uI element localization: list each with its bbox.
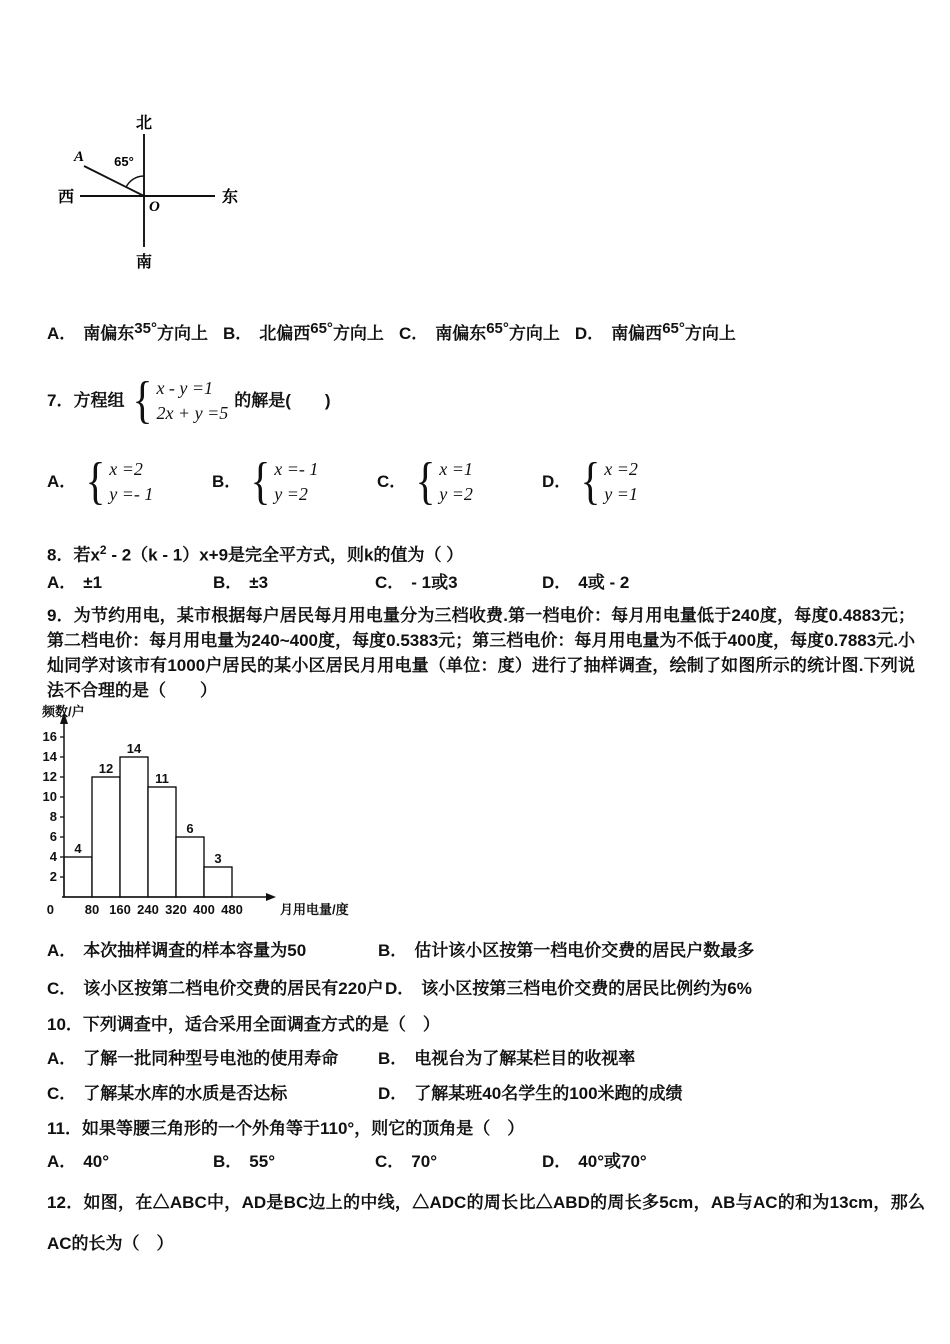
histogram-bar — [204, 867, 232, 897]
x-tick-label: 80 — [84, 902, 100, 917]
x-axis-arrow — [266, 893, 276, 901]
option-text: 55° — [249, 1152, 275, 1171]
bar-value-label: 11 — [155, 771, 169, 786]
exponent: 2 — [99, 543, 107, 557]
option-text: 方向上 — [508, 324, 560, 343]
question-12-stem: 12．如图，在△ABC中，AD是BC边上的中线，△ADC的周长比△ABD的周长多5cm，AB与AC的和为13cm，那么AC的长为（ ） — [47, 1193, 925, 1253]
system-brace: { — [132, 372, 153, 429]
equation-2: 2x + y =5 — [156, 403, 229, 423]
option-text: 本次抽样调查的样本容量为50 — [83, 941, 307, 960]
option-text: 该小区按第二档电价交费的居民有220户 — [83, 979, 384, 998]
option-text: 40° — [83, 1152, 109, 1171]
option-letter: B． — [213, 573, 243, 592]
system-brace: { — [250, 453, 271, 510]
system-equations — [156, 376, 228, 426]
option-b — [378, 1048, 635, 1070]
x-tick-label: 400 — [193, 902, 215, 917]
system-brace: { — [415, 453, 436, 510]
option-b — [378, 940, 754, 962]
option-text: 该小区按第三档电价交费的居民比例约为6% — [421, 979, 752, 998]
degree-superscript: 35° — [134, 320, 157, 337]
option-text: 南偏东 — [435, 324, 487, 343]
option-d — [385, 978, 752, 1000]
option-letter: A． — [47, 472, 77, 491]
y-tick-label: 12 — [42, 769, 57, 784]
option-letter: D． — [542, 573, 572, 592]
option-c — [399, 318, 560, 345]
equation-1: x =1 — [439, 459, 473, 479]
option-d — [542, 453, 638, 510]
option-text: 方向上 — [156, 324, 208, 343]
option-text: 4或 - 2 — [578, 573, 630, 592]
question-text: 的解是( ) — [234, 391, 331, 410]
question-text: - 2（k - 1）x+9是完全平方式，则k的值为（ ） — [106, 545, 464, 565]
compass-east-label: 东 — [222, 189, 239, 206]
origin-label: 0 — [46, 902, 54, 917]
option-letter: D． — [542, 472, 572, 491]
x-tick-label: 480 — [221, 902, 243, 917]
option-d — [378, 1083, 683, 1105]
y-tick-label: 4 — [49, 849, 57, 864]
option-letter: C． — [398, 324, 429, 343]
bar-value-label: 12 — [98, 761, 114, 776]
compass-figure — [52, 108, 262, 284]
option-a — [47, 1048, 338, 1070]
histogram-bar — [64, 857, 92, 897]
equation-1: x =- 1 — [274, 459, 319, 479]
point-a-label: A — [73, 149, 85, 165]
option-b — [213, 572, 268, 594]
option-text: 方向上 — [332, 324, 384, 343]
option-letter: C． — [375, 1152, 405, 1171]
equation-2: y =- 1 — [109, 484, 154, 504]
equation-1: x =2 — [109, 459, 143, 479]
option-c — [377, 453, 473, 510]
question-7-stem — [47, 372, 331, 429]
y-tick-label: 16 — [42, 729, 57, 744]
option-text: 40°或70° — [578, 1152, 647, 1171]
angle-value-label: 65° — [114, 154, 134, 169]
system-brace: { — [85, 453, 106, 510]
option-d — [575, 318, 736, 345]
y-axis-title: 频数/户 — [42, 704, 85, 719]
option-b — [223, 318, 384, 345]
option-text: 了解某水库的水质是否达标 — [83, 1084, 288, 1103]
equation-1: x =2 — [604, 459, 638, 479]
option-text: ±1 — [83, 573, 103, 592]
option-text: 北偏西 — [259, 324, 311, 343]
y-tick-label: 10 — [42, 789, 57, 804]
option-letter: A． — [47, 324, 77, 343]
option-text: 南偏西 — [611, 324, 663, 343]
y-tick-label: 14 — [42, 749, 57, 764]
question-9-stem: 9．为节约用电，某市根据每户居民每月用电量分为三档收费.第一档电价：每月用电量低于240度，每度0.4883元；第二档电价：每月用电量为240~400度，每度0.5383元；第三档电价：每月用电量为不低于400度，每度0.7883元.小灿同学对该市有1000户居民的某小区居民月用电量（单位：度）进行了抽样调查，绘制了如图所示的统计图.下列说法不合理的是（ ） — [47, 606, 915, 700]
option-text: 了解某班40名学生的100米跑的成绩 — [414, 1084, 683, 1103]
x-tick-label: 160 — [109, 902, 131, 917]
histogram-bar — [92, 777, 120, 897]
option-c — [47, 978, 384, 1000]
option-letter: C． — [377, 472, 407, 491]
bar-value-label: 3 — [214, 851, 222, 866]
histogram-bar — [148, 787, 176, 897]
option-letter: D． — [385, 979, 415, 998]
option-letter: B． — [378, 1049, 408, 1068]
option-a — [47, 940, 306, 962]
option-a — [47, 453, 154, 510]
equation-1: x - y =1 — [156, 378, 214, 398]
option-b — [212, 453, 319, 510]
option-text: 70° — [411, 1152, 437, 1171]
question-text: 8．若x — [47, 545, 100, 565]
option-text: 估计该小区按第一档电价交费的居民户数最多 — [414, 941, 755, 960]
option-letter: A． — [47, 1152, 77, 1171]
option-c — [375, 1151, 437, 1173]
option-text: ±3 — [249, 573, 269, 592]
option-letter: D． — [574, 324, 605, 343]
option-c — [47, 1083, 287, 1105]
option-letter: C． — [47, 1084, 77, 1103]
option-letter: C． — [375, 573, 405, 592]
compass-ray-OA — [84, 166, 144, 196]
y-tick-label: 8 — [49, 809, 57, 824]
y-tick-label: 6 — [49, 829, 57, 844]
question-6-options — [47, 318, 736, 345]
option-letter: C． — [47, 979, 77, 998]
option-letter: B． — [212, 472, 242, 491]
option-d — [542, 572, 629, 594]
system-brace: { — [580, 453, 601, 510]
question-text: 7．方程组 — [47, 391, 125, 410]
degree-superscript: 65° — [662, 320, 685, 337]
origin-o-label: O — [149, 199, 160, 215]
option-letter: A． — [47, 1049, 77, 1068]
x-axis-title: 月用电量/度 — [280, 902, 349, 917]
option-letter: D． — [378, 1084, 408, 1103]
bar-value-label: 6 — [186, 821, 194, 836]
option-text: 电视台为了解某栏目的收视率 — [414, 1049, 636, 1068]
bar-value-label: 14 — [126, 741, 142, 756]
x-tick-label: 240 — [137, 902, 159, 917]
option-text: - 1或3 — [411, 573, 458, 592]
equation-2: y =1 — [604, 484, 638, 504]
degree-superscript: 65° — [310, 320, 333, 337]
option-a — [47, 318, 208, 345]
histogram-bar — [176, 837, 204, 897]
compass-north-label: 北 — [135, 115, 153, 132]
option-a — [47, 1151, 109, 1173]
y-tick-label: 2 — [49, 869, 57, 884]
option-a — [47, 572, 102, 594]
option-letter: B． — [213, 1152, 243, 1171]
question-10-stem: 10．下列调查中，适合采用全面调查方式的是（ ） — [47, 1015, 440, 1034]
histogram — [36, 702, 366, 930]
equation-system — [130, 372, 229, 429]
bar-value-label: 4 — [74, 841, 82, 856]
question-8-stem — [47, 538, 463, 568]
option-letter: B． — [222, 324, 253, 343]
question-11-stem: 11．如果等腰三角形的一个外角等于110°，则它的顶角是（ ） — [47, 1119, 525, 1138]
compass-west-label: 西 — [57, 189, 75, 206]
option-letter: A． — [47, 941, 77, 960]
angle-arc — [126, 176, 144, 187]
option-b — [213, 1151, 275, 1173]
option-letter: B． — [378, 941, 408, 960]
histogram-bar — [120, 757, 148, 897]
option-letter: A． — [47, 573, 77, 592]
question-7-options — [0, 448, 950, 514]
degree-superscript: 65° — [486, 320, 509, 337]
equation-2: y =2 — [274, 484, 308, 504]
option-text: 方向上 — [684, 324, 736, 343]
option-text: 了解一批同种型号电池的使用寿命 — [83, 1049, 339, 1068]
option-c — [375, 572, 458, 594]
x-tick-label: 320 — [165, 902, 187, 917]
option-letter: D． — [542, 1152, 572, 1171]
option-d — [542, 1151, 647, 1173]
equation-2: y =2 — [439, 484, 473, 504]
option-text: 南偏东 — [83, 324, 135, 343]
compass-south-label: 南 — [135, 254, 153, 271]
